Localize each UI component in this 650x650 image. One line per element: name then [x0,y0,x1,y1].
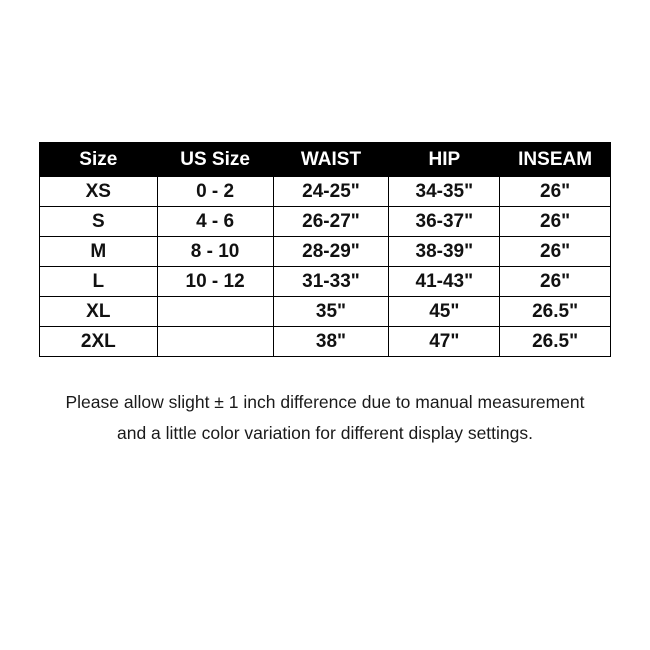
cell-waist: 35" [273,297,389,327]
table-header [40,143,611,177]
cell-waist: 38" [273,327,389,357]
cell-waist: 26-27" [273,207,389,237]
cell-us-size: 8 - 10 [157,237,273,267]
column-header-inseam: INSEAM [500,143,611,177]
table-row [40,267,611,297]
cell-hip: 36-37" [389,207,500,237]
cell-inseam: 26" [500,207,611,237]
cell-waist: 28-29" [273,237,389,267]
table-body [40,177,611,357]
cell-inseam: 26.5" [500,297,611,327]
cell-hip: 41-43" [389,267,500,297]
cell-waist: 24-25" [273,177,389,207]
cell-us-size [157,327,273,357]
cell-size: L [40,267,158,297]
cell-waist: 31-33" [273,267,389,297]
cell-us-size: 10 - 12 [157,267,273,297]
table-header-row [40,143,611,177]
cell-hip: 34-35" [389,177,500,207]
cell-hip: 45" [389,297,500,327]
cell-hip: 47" [389,327,500,357]
column-header-size: Size [40,143,158,177]
table-row [40,177,611,207]
column-header-waist: WAIST [273,143,389,177]
cell-size: S [40,207,158,237]
cell-size: XL [40,297,158,327]
cell-size: 2XL [40,327,158,357]
cell-hip: 38-39" [389,237,500,267]
cell-inseam: 26" [500,237,611,267]
cell-us-size: 0 - 2 [157,177,273,207]
cell-inseam: 26.5" [500,327,611,357]
table-row [40,207,611,237]
column-header-hip: HIP [389,143,500,177]
size-chart-table [39,142,611,357]
table-row [40,297,611,327]
cell-us-size [157,297,273,327]
size-chart-table-container [39,142,611,357]
cell-inseam: 26" [500,177,611,207]
table-row [40,327,611,357]
measurement-disclaimer: Please allow slight ± 1 inch difference due to manual measurement and a little color variation for different display settings. [65,392,585,443]
cell-size: M [40,237,158,267]
cell-us-size: 4 - 6 [157,207,273,237]
cell-size: XS [40,177,158,207]
table-row [40,237,611,267]
column-header-us-size: US Size [157,143,273,177]
cell-inseam: 26" [500,267,611,297]
